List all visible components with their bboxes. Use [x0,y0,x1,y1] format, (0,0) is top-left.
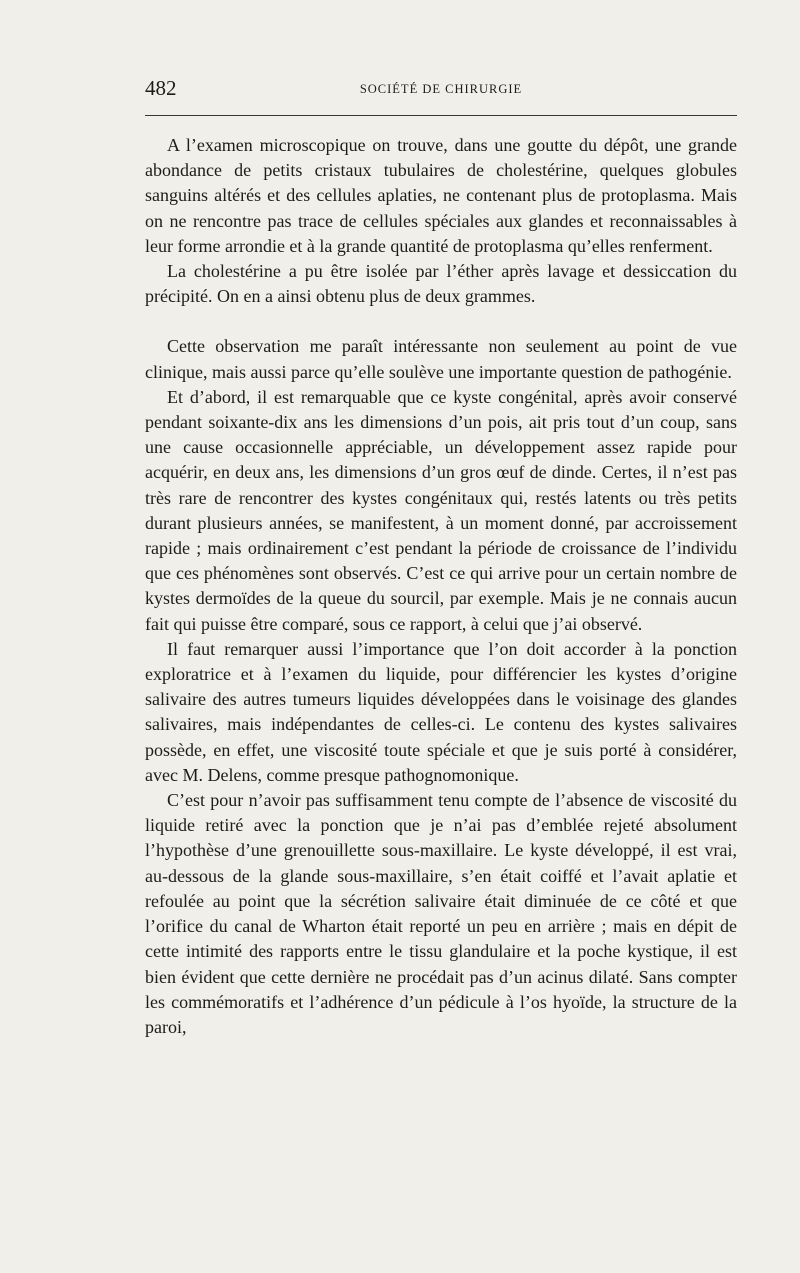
paragraph: Cette observation me paraît intéressante non seulement au point de vue clinique, mais aussi parce qu’elle soulève une importante question de pathogénie. [145,336,737,382]
running-title: SOCIÉTÉ DE CHIRURGIE [359,82,523,96]
header-rule [145,115,737,116]
paragraph: Et d’abord, il est remarquable que ce kyste congénital, après avoir conservé pendant soixante-dix ans les dimensions d’un pois, ait pris tout d’un coup, sans une cause occasionnelle appréciable, un développement assez rapide pour acquérir, en deux ans, les dimensions d’un gros œuf de dinde. Certes, il n’est pas très rare de rencontrer des kystes congénitaux qui, restés latents ou très petits durant plusieurs années, se manifestent, à un moment donné, par accroissement rapide ; mais ordinairement c’est pendant la période de croissance de l’individu que ces phénomènes sont observés. C’est ce qui arrive pour un certain nombre de kystes dermoïdes de la queue du sourcil, par exemple. Mais je ne connais aucun fait qui puisse être comparé, sous ce rapport, à celui que j’ai observé. [145,386,737,634]
paragraph: C’est pour n’avoir pas suffisamment tenu compte de l’absence de viscosité du liquide retiré avec la ponction que je n’ai pas d’emblée rejeté absolument l’hypothèse d’une grenouillette sous-maxillaire. Le kyste développé, il est vrai, au-dessous de la glande sous-maxillaire, s’en était coiffé et l’avait aplatie et refoulée au point que la sécrétion salivaire était diminuée de ce côté et que l’orifice du canal de Wharton était reporté un peu en arrière ; mais en dépit de cette intimité des rapports entre le tissu glandulaire et la poche kystique, il est bien évident que cette dernière ne procédait pas d’un acinus dilaté. Sans compter les commémoratifs et l’adhérence d’un pédicule à l’os hyoïde, la structure de la paroi, [145,790,737,1037]
body-text [145,133,737,1040]
paragraph: A l’examen microscopique on trouve, dans une goutte du dépôt, une grande abondance de petits cristaux tubulaires de cholestérine, quelques globules sanguins altérés et des cellules aplaties, ne contenant plus de protoplasma. Mais on ne rencontre pas trace de cellules spéciales aux glandes et reconnaissables à leur forme arrondie et à la grande quantité de protoplasma qu’elles renferment. [145,135,737,256]
page-number: 482 [145,76,177,100]
paragraph: La cholestérine a pu être isolée par l’éther après lavage et dessiccation du précipité. On en a ainsi obtenu plus de deux grammes. [145,261,737,307]
paragraph: Il faut remarquer aussi l’importance que l’on doit accorder à la ponction exploratrice et à l’examen du liquide, pour différencier les kystes d’origine salivaire des autres tumeurs liquides développées dans le voisinage des glandes salivaires, mais indépendantes de celles-ci. Le contenu des kystes salivaires possède, en effet, une viscosité toute spéciale et que je suis porté à considérer, avec M. Delens, comme presque pathognomonique. [145,638,737,785]
running-head [145,76,737,104]
